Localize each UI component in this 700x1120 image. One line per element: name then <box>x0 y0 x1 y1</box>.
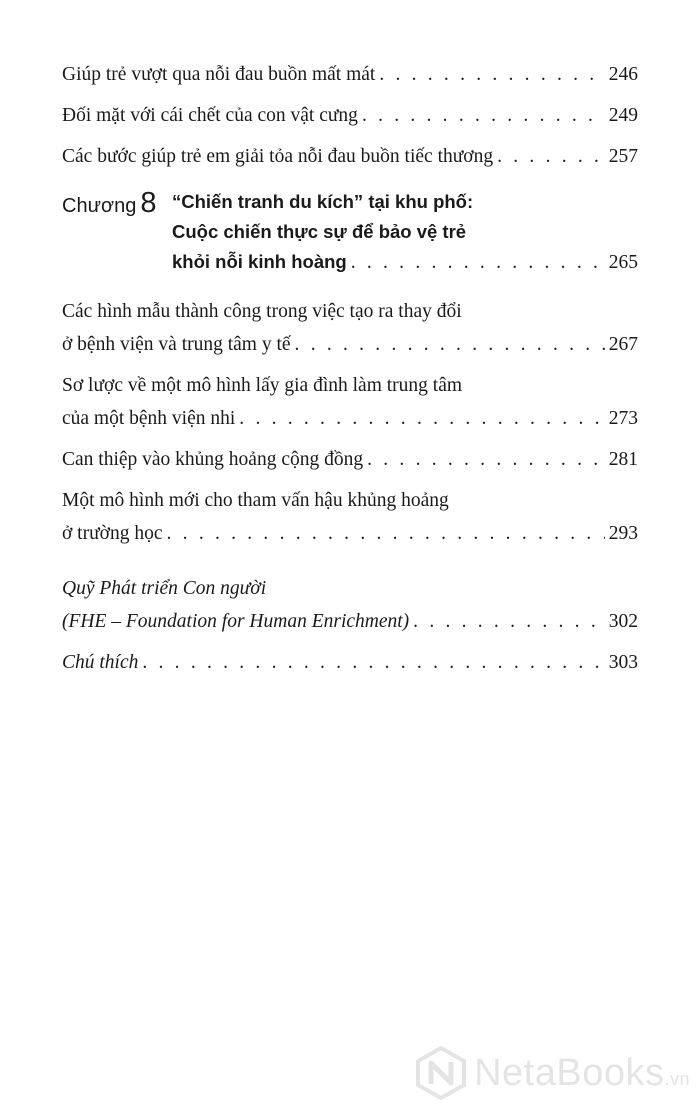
toc-entry-title-line-2: ở bệnh viện và trung tâm y tế <box>62 334 291 355</box>
toc-entry-page: 302 <box>608 611 638 632</box>
toc-entry-page: 303 <box>608 652 638 673</box>
chapter-page: 265 <box>608 252 638 273</box>
dot-leader <box>239 402 604 435</box>
table-of-contents <box>62 58 638 687</box>
toc-entry-community-crisis[interactable] <box>62 443 638 476</box>
toc-entry-title-line-1: Một mô hình mới cho tham vấn hậu khủng hoảng <box>62 490 449 511</box>
toc-entry-grief-steps[interactable] <box>62 140 638 173</box>
chapter-word: Chương <box>62 195 137 217</box>
toc-entry-title: Đối mặt với cái chết của con vật cưng <box>62 105 358 126</box>
toc-entry-school-counseling[interactable] <box>62 484 638 550</box>
toc-entry-title-line-1: Các hình mẫu thành công trong việc tạo ra thay đổi <box>62 301 462 322</box>
toc-entry-page: 293 <box>608 523 638 544</box>
toc-entry-page: 249 <box>608 105 638 126</box>
dot-leader <box>379 58 604 91</box>
dot-leader <box>497 140 605 173</box>
toc-entry-title: Các bước giúp trẻ em giải tỏa nỗi đau buồn tiếc thương <box>62 146 494 167</box>
dot-leader <box>362 99 605 132</box>
toc-entry-notes[interactable] <box>62 646 638 679</box>
toc-entry-page: 281 <box>608 449 638 470</box>
toc-entry-title-line-2: của một bệnh viện nhi <box>62 408 236 429</box>
toc-end-matter <box>62 572 638 679</box>
toc-entry-page: 267 <box>608 334 638 355</box>
toc-entry-title-line-1: Sơ lược về một mô hình lấy gia đình làm trung tâm <box>62 375 463 396</box>
netabooks-logo-icon <box>414 1046 468 1100</box>
dot-leader <box>167 517 605 550</box>
chapter-label <box>62 189 156 220</box>
toc-entry-fhe[interactable] <box>62 572 638 638</box>
toc-entry-page: 273 <box>608 408 638 429</box>
toc-entry-pet-death[interactable] <box>62 99 638 132</box>
toc-entry-title: Chú thích <box>62 652 139 673</box>
toc-entry-page: 257 <box>608 146 638 167</box>
chapter-title-line-2: Cuộc chiến thực sự để bảo vệ trẻ <box>172 221 467 242</box>
toc-entry-grief-loss[interactable] <box>62 58 638 91</box>
toc-entry-title-line-2: ở trường học <box>62 523 163 544</box>
toc-entry-hospital-models[interactable] <box>62 295 638 361</box>
dot-leader <box>367 443 605 476</box>
toc-entry-title: Giúp trẻ vượt qua nỗi đau buồn mất mát <box>62 64 376 85</box>
chapter-number: 8 <box>140 187 157 219</box>
dot-leader <box>351 248 605 278</box>
chapter-title-line-3: khỏi nỗi kinh hoàng <box>172 251 347 272</box>
toc-entry-family-centered-model[interactable] <box>62 369 638 435</box>
toc-chapter-8[interactable] <box>62 187 638 283</box>
watermark-brand: NetaBooks.vn <box>474 1051 690 1094</box>
dot-leader <box>142 646 604 679</box>
toc-entry-title-line-2: (FHE – Foundation for Human Enrichment) <box>62 611 410 632</box>
toc-entry-title: Can thiệp vào khủng hoảng cộng đồng <box>62 449 364 470</box>
toc-entry-title-line-1: Quỹ Phát triển Con người <box>62 578 267 599</box>
toc-entry-page: 246 <box>608 64 638 85</box>
dot-leader <box>295 328 605 361</box>
netabooks-watermark <box>414 1046 690 1100</box>
chapter-title-line-1: “Chiến tranh du kích” tại khu phố: <box>172 191 474 212</box>
dot-leader <box>413 605 605 638</box>
chapter-title <box>172 187 638 278</box>
